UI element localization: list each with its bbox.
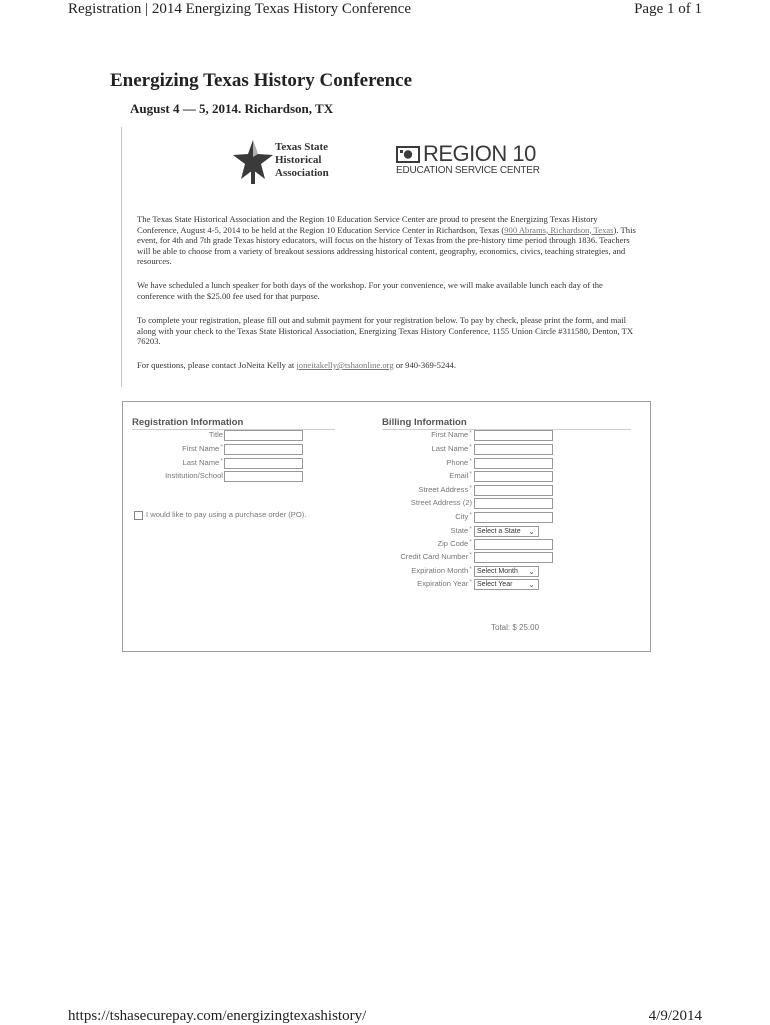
- tsha-logo: [231, 138, 351, 188]
- first-name-label: First Name*: [182, 444, 223, 453]
- billing-first-name-input[interactable]: [474, 430, 553, 441]
- star-icon: [231, 138, 275, 186]
- print-footer-url: https://tshasecurepay.com/energizingtexashistory/: [68, 1008, 367, 1024]
- registration-heading: Registration Information: [132, 417, 244, 428]
- purchase-order-label: I would like to pay using a purchase order (PO).: [146, 510, 307, 519]
- phone-input[interactable]: [474, 458, 553, 469]
- region10-title: REGION 10: [423, 141, 536, 166]
- registration-form: [122, 401, 651, 652]
- payment-instructions-paragraph: To complete your registration, please fill out and submit payment for your registration below. To pay by check, please print the form, and mail along with your check to the Texas State Historical Association, Energizing Texas History Conference, 1155 Union Circle #311580, Denton, TX 76203.: [137, 315, 634, 347]
- last-name-label: Last Name*: [182, 458, 223, 467]
- order-total: Total: $ 25.00: [491, 623, 540, 632]
- expiration-year-label: Expiration Year*: [417, 579, 472, 588]
- title-input[interactable]: [224, 430, 303, 441]
- street-address-input[interactable]: [474, 485, 553, 496]
- email-label: Email*: [449, 471, 472, 480]
- zip-code-input[interactable]: [474, 539, 553, 550]
- chevron-down-icon: ⌄: [528, 567, 535, 576]
- purchase-order-checkbox[interactable]: [134, 511, 143, 520]
- phone-label: Phone*: [446, 458, 472, 467]
- credit-card-input[interactable]: [474, 552, 553, 563]
- chevron-down-icon: ⌄: [528, 580, 535, 589]
- contact-paragraph: For questions, please contact JoNeita Kelly at joneitakelly@tshaonline.org or 940-369-5244.: [137, 360, 456, 370]
- email-input[interactable]: [474, 471, 553, 482]
- zip-code-label: Zip Code*: [437, 539, 472, 548]
- print-footer-date: 4/9/2014: [648, 1008, 702, 1024]
- expiration-month-select[interactable]: Select Month ⌄: [474, 566, 539, 577]
- state-label: State*: [450, 526, 472, 535]
- street-address-2-input[interactable]: [474, 498, 553, 509]
- city-input[interactable]: [474, 512, 553, 523]
- region10-subtitle: EDUCATION SERVICE CENTER: [396, 165, 540, 176]
- institution-label: Institution/School: [165, 471, 223, 480]
- last-name-input[interactable]: [224, 458, 303, 469]
- conference-date: August 4 — 5, 2014. Richardson, TX: [130, 101, 334, 116]
- content-divider: [121, 127, 122, 387]
- billing-first-name-label: First Name*: [431, 430, 472, 439]
- billing-heading: Billing Information: [382, 417, 467, 428]
- title-label: Title: [208, 430, 223, 439]
- street-address-label: Street Address*: [418, 485, 472, 494]
- expiration-month-label: Expiration Month*: [411, 566, 472, 575]
- lunch-paragraph: We have scheduled a lunch speaker for both days of the workshop. For your convenience, we will make available lunch each day of the conference with the $25.00 fee used for that purpose.: [137, 280, 603, 301]
- city-label: City*: [455, 512, 472, 521]
- billing-last-name-label: Last Name*: [431, 444, 472, 453]
- email-link[interactable]: joneitakelly@tshaonline.org: [296, 360, 394, 370]
- first-name-input[interactable]: [224, 444, 303, 455]
- billing-last-name-input[interactable]: [474, 444, 553, 455]
- print-header-title: Registration | 2014 Energizing Texas History Conference: [68, 1, 411, 17]
- street-address-2-label: Street Address (2): [410, 498, 472, 507]
- region10-logo: [396, 143, 546, 183]
- expiration-year-select[interactable]: Select Year ⌄: [474, 579, 539, 590]
- intro-paragraph: The Texas State Historical Association and the Region 10 Education Service Center are proud to present the Energizing Texas History Conference, August 4-5, 2014 to be held at the Region 10 Education Service Center in Richardson, Texas (900 Abrams, Richardson, Texas). This event, for 4th and 7th grade Texas history educators, will focus on the history of Texas from the pre-history time period through 1836. Teachers will be able to choose from a variety of breakout sessions addressing historical content, geography, economics, civics, teaching strategies, and resources.: [137, 214, 636, 267]
- state-select[interactable]: Select a State ⌄: [474, 526, 539, 537]
- address-link[interactable]: 900 Abrams, Richardson, Texas: [504, 224, 614, 235]
- page-title: Energizing Texas History Conference: [110, 70, 413, 91]
- chevron-down-icon: ⌄: [528, 527, 535, 536]
- institution-input[interactable]: [224, 471, 303, 482]
- print-page-number: Page 1 of 1: [634, 1, 702, 17]
- region10-mark-icon: [396, 146, 420, 163]
- credit-card-label: Credit Card Number*: [400, 552, 472, 561]
- tsha-logo-text: Texas State Historical Association: [275, 141, 329, 179]
